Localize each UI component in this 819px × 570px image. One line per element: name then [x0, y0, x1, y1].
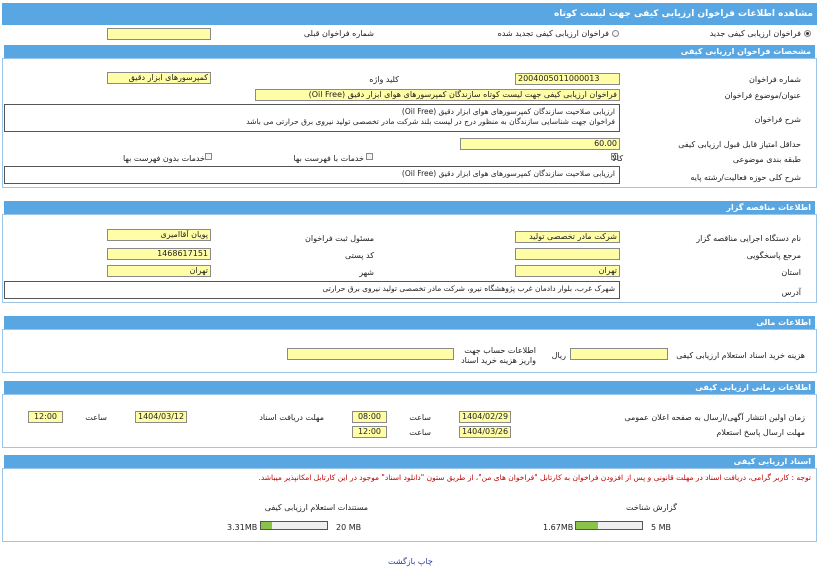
- recognition-report-usage-bar: [575, 521, 643, 530]
- min-score-field[interactable]: 60.00: [460, 138, 620, 150]
- doc-deadline-hour-label: ساعت: [85, 413, 107, 422]
- documents-section-header: [4, 455, 815, 468]
- currency-label: ریال: [551, 351, 566, 360]
- description-label: شرح فراخوان: [754, 115, 801, 124]
- previous-call-number-label: شماره فراخوان قبلی: [303, 29, 374, 38]
- registrar-field[interactable]: پویان آقاامیری: [107, 229, 211, 241]
- subject-label: عنوان/موضوع فراخوان: [724, 91, 801, 100]
- inquiry-docs-usage-bar: [260, 521, 328, 530]
- new-call-radio[interactable]: [804, 30, 811, 37]
- specs-section-title: مشخصات فراخوان ارزیابی کیفی: [680, 47, 811, 56]
- doc-deadline-date-field[interactable]: 1404/03/12: [135, 411, 187, 423]
- organizer-section-header: [4, 201, 815, 214]
- organizer-name-label: نام دستگاه اجرایی مناقصه گزار: [696, 234, 801, 243]
- province-label: استان: [781, 268, 801, 277]
- call-number-field[interactable]: 2004005011000013: [515, 73, 620, 85]
- inquiry-docs-title: مستندات استعلام ارزیابی کیفی: [264, 503, 368, 512]
- account-info-label: [461, 346, 536, 366]
- timing-section-header: [4, 381, 815, 394]
- fee-label: هزینه خرید اسناد استعلام ارزیابی کیفی: [676, 351, 805, 360]
- province-field[interactable]: تهران: [515, 265, 620, 277]
- renewed-call-radio[interactable]: [612, 30, 619, 37]
- keyword-field[interactable]: کمپرسورهای ابزار دقیق: [107, 72, 211, 84]
- renewed-call-label: فراخوان ارزیابی کیفی تجدید شده: [497, 29, 609, 38]
- category-services-unlisted-label: خدمات بدون فهرست بها: [122, 154, 205, 163]
- organizer-name-field[interactable]: شرکت مادر تخصصی تولید: [515, 231, 620, 243]
- doc-deadline-hour-field[interactable]: 12:00: [28, 411, 63, 423]
- city-field[interactable]: تهران: [107, 265, 211, 277]
- account-info-label-line-1: اطلاعات حساب جهت: [464, 346, 536, 355]
- address-text: شهرک غرب، بلوار دادمان غرب پژوهشگاه نیرو، شرکت مادر تخصصی تولید نیروی برق حرارتی: [322, 284, 615, 293]
- financial-section-title: اطلاعات مالی: [756, 318, 811, 327]
- reply-deadline-label: مهلت ارسال پاسخ استعلام: [716, 428, 805, 437]
- description-box[interactable]: [4, 104, 620, 132]
- recognition-report-usage-fill: [576, 522, 598, 529]
- category-goods-label: کالا: [612, 154, 623, 163]
- scope-label: شرح کلی حوزه فعالیت/رشته پایه: [690, 173, 801, 182]
- documents-section-title: اسناد ارزیابی کیفی: [733, 457, 811, 466]
- specs-section-header: [4, 45, 815, 58]
- account-info-field[interactable]: [287, 348, 454, 360]
- description-line-1: ارزیابی صلاحیت سازندگان کمپرسورهای هوای ابزار دقیق (Oil Free): [401, 107, 615, 116]
- reply-hour-label: ساعت: [409, 428, 431, 437]
- account-info-label-line-2: واریز هزینه خرید اسناد: [461, 356, 536, 365]
- publish-hour-field[interactable]: 08:00: [352, 411, 387, 423]
- previous-call-number-field[interactable]: [107, 28, 211, 40]
- recognition-report-used: 1.67MB: [543, 523, 574, 532]
- postal-code-label: کد پستی: [345, 251, 374, 260]
- address-label: آدرس: [781, 288, 801, 297]
- publish-time-label: زمان اولین انتشار آگهی/ارسال به صفحه اعلان عمومی: [624, 413, 805, 422]
- documents-notice: توجه : کاربر گرامی، دریافت اسناد در مهلت قانونی و پس از افزودن فراخوان به کارتابل "فراخوان های من"، از طریق ستون "دانلود اسناد" موجود در این کارتابل امکانپذیر میباشد.: [258, 473, 811, 482]
- financial-section-header: [4, 316, 815, 329]
- call-number-label: شماره فراخوان: [749, 75, 801, 84]
- doc-deadline-label: مهلت دریافت اسناد: [259, 413, 324, 422]
- organizer-section-title: اطلاعات مناقصه گزار: [726, 203, 811, 212]
- new-call-label: فراخوان ارزیابی کیفی جدید: [709, 29, 801, 38]
- category-services-unlisted-checkbox[interactable]: [205, 153, 212, 160]
- reply-date-field[interactable]: 1404/03/26: [459, 426, 511, 438]
- category-label: طبقه بندی موضوعی: [732, 155, 801, 164]
- min-score-label: حداقل امتیاز قابل قبول ارزیابی کیفی: [678, 140, 801, 149]
- recognition-report-max: 5 MB: [651, 523, 672, 532]
- registrar-label: مسئول ثبت فراخوان: [305, 234, 374, 243]
- scope-text: ارزیابی صلاحیت سازندگان کمپرسورهای هوای ابزار دقیق (Oil Free): [401, 169, 615, 178]
- reply-hour-field[interactable]: 12:00: [352, 426, 387, 438]
- category-services-listed-label: خدمات با فهرست بها: [293, 154, 364, 163]
- reference-label: مرجع پاسخگویی: [746, 251, 801, 260]
- publish-hour-label: ساعت: [409, 413, 431, 422]
- page-title-bar: [2, 3, 817, 25]
- postal-code-field[interactable]: 1468617151: [107, 248, 211, 260]
- scope-box[interactable]: [4, 166, 620, 184]
- publish-date-field[interactable]: 1404/02/29: [459, 411, 511, 423]
- timing-section-title: اطلاعات زمانی ارزیابی کیفی: [695, 383, 811, 392]
- category-services-listed-checkbox[interactable]: [366, 153, 373, 160]
- address-box[interactable]: [4, 281, 620, 299]
- city-label: شهر: [359, 268, 374, 277]
- recognition-report-title: گزارش شناخت: [626, 503, 677, 512]
- inquiry-docs-max: 20 MB: [336, 523, 362, 532]
- inquiry-docs-used: 3.31MB: [227, 523, 258, 532]
- fee-field[interactable]: [570, 348, 668, 360]
- keyword-label: کلید واژه: [369, 75, 399, 84]
- description-line-2: فراخوان جهت شناسایی سازندگان به منظور درج در لیست بلند شرکت مادر تخصصی تولید نیروی برق حرارتی می باشد: [246, 117, 615, 126]
- subject-field[interactable]: فراخوان ارزیابی کیفی جهت لیست کوتاه سازندگان کمپرسورهای هوای ابزار دقیق (Oil Free): [255, 89, 620, 101]
- page-title: مشاهده اطلاعات فراخوان ارزیابی کیفی جهت لیست کوتاه: [553, 9, 813, 19]
- inquiry-docs-usage-fill: [261, 522, 272, 529]
- print-back-link[interactable]: چاپ بازگشت: [388, 557, 433, 566]
- reference-field[interactable]: [515, 248, 620, 260]
